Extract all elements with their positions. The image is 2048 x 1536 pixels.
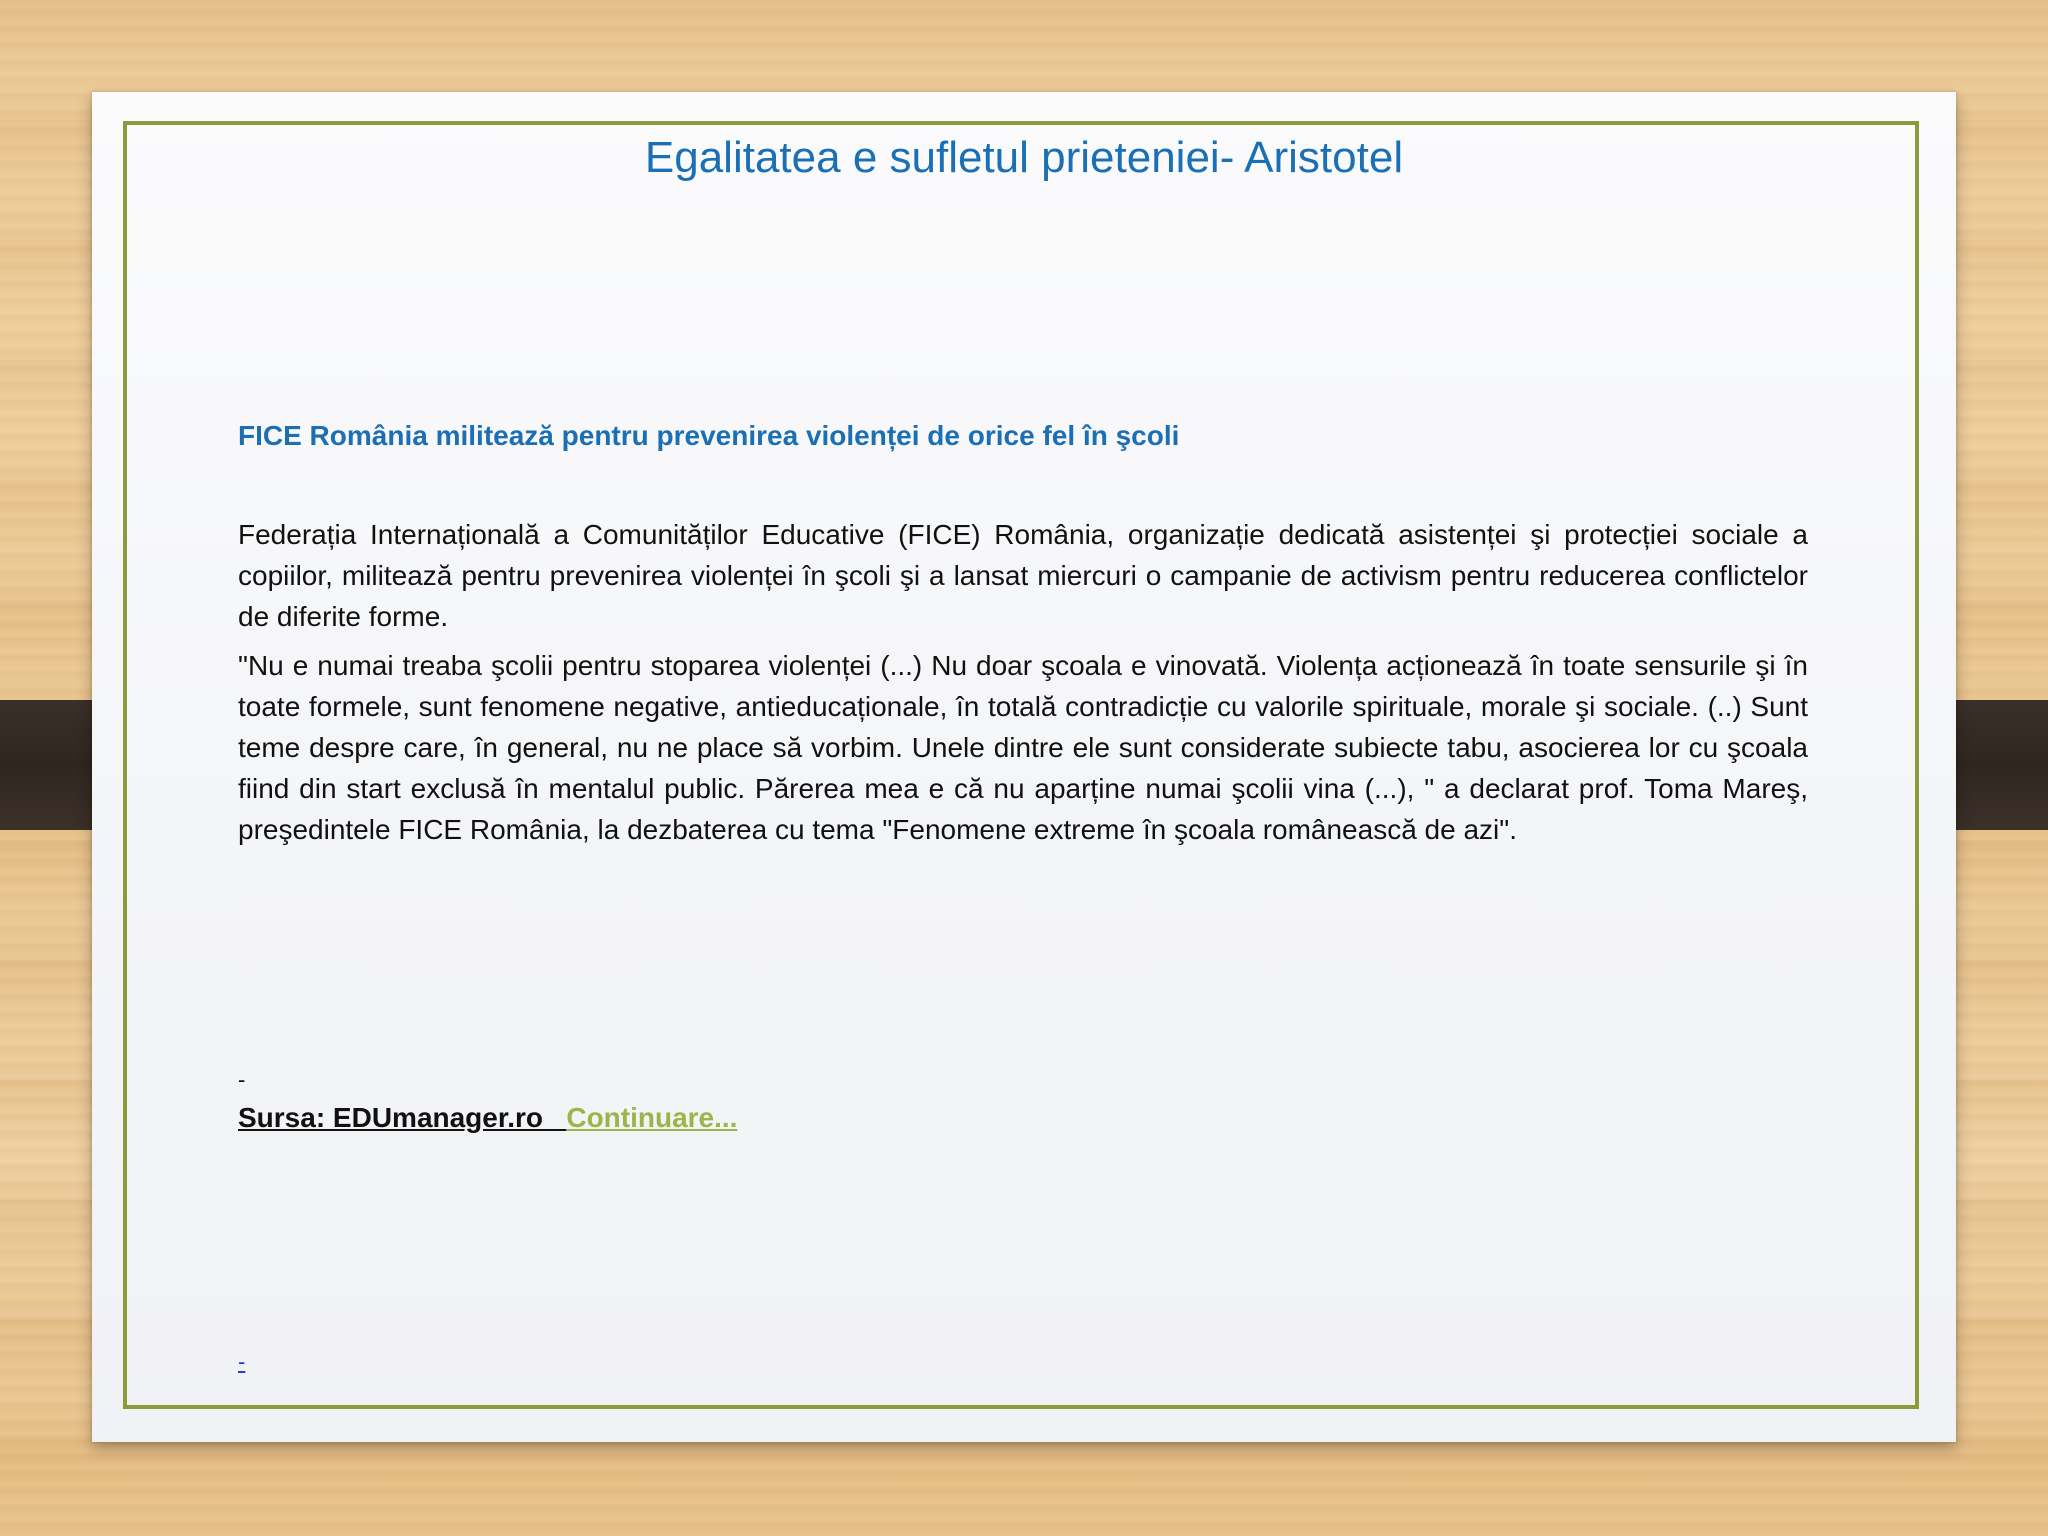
continue-link[interactable]: Continuare... — [566, 1102, 738, 1133]
article-paragraph-2: "Nu e numai treaba şcolii pentru stoparea violenței (...) Nu doar şcoala e vinovată. Violența acționează în toate sensurile şi în toate formele, sunt fenomene negative, antieducaționale, în totală contradicție cu valorile spirituale, morale şi sociale. (..) Sunt teme despre care, în general, nu ne place să vorbim. Unele dintre ele sunt considerate subiecte tabu, asocierea lor cu şcoala fiind din start exclusă în mentalul public. Părerea mea e că nu aparține numai şcolii vina (...), " a declarat prof. Toma Mareş, preşedintele FICE România, la dezbaterea cu tema "Fenomene extreme în şcoala românească de azi". — [238, 650, 1808, 845]
article-paragraph-1: Federația Internațională a Comunităților Educative (FICE) România, organizație dedicată asistenței şi protecției sociale a copiilor, militează pentru prevenirea violenței în şcoli şi a lansat miercuri o campanie de activism pentru reducerea conflictelor de diferite forme. — [238, 519, 1808, 632]
source-label: Sursa: EDUmanager.ro — [238, 1102, 567, 1133]
source-line — [238, 1098, 737, 1138]
dash-marker: - — [238, 1067, 246, 1092]
article-heading: FICE România militează pentru prevenirea violenței de orice fel în şcoli — [238, 420, 1180, 451]
bottom-link-dash[interactable]: - — [238, 1349, 246, 1374]
slide-title: Egalitatea e sufletul prieteniei- Aristotel — [644, 133, 1404, 182]
